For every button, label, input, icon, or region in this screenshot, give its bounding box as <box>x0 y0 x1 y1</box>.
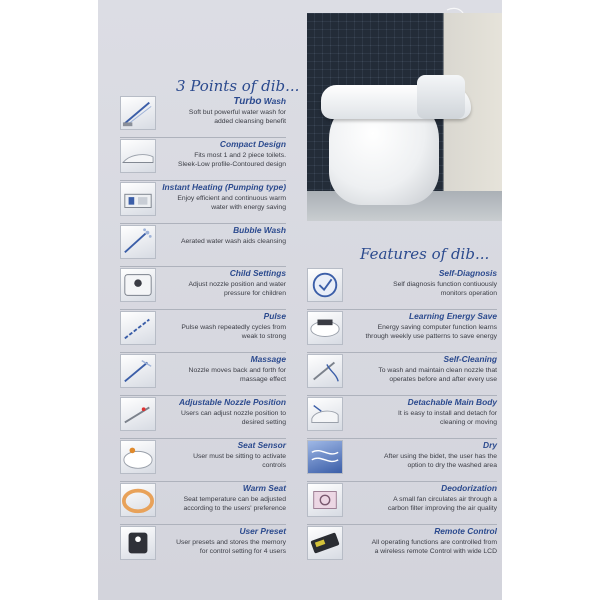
warm-seat-icon <box>120 483 156 517</box>
divider <box>120 137 286 138</box>
point-description: Nozzle moves back and forth for massage effect <box>188 367 286 383</box>
feature-title: Learning Energy Save <box>409 311 497 321</box>
feature-self-diagnosis <box>307 268 497 306</box>
feature-title: Self-Cleaning <box>443 354 497 364</box>
seat-profile-icon <box>120 139 156 173</box>
feature-remote-control <box>307 526 497 564</box>
divider <box>120 309 286 310</box>
feature-description: All operating functions are controlled from a wireless remote Control with wide LCD <box>371 539 497 555</box>
features-heading: Features of dib... <box>360 245 490 263</box>
point-title: Pulse <box>263 311 286 321</box>
divider <box>120 352 286 353</box>
child-mode-icon <box>120 268 156 302</box>
remote-control-icon <box>307 526 343 560</box>
point-child-settings <box>120 268 286 306</box>
divider <box>120 266 286 267</box>
feature-detachable-main-body <box>307 397 497 435</box>
point-bubble-wash <box>120 225 286 263</box>
seat-sensor-icon <box>120 440 156 474</box>
point-description: User presets and stores the memory for control setting for 4 users <box>176 539 286 555</box>
divider <box>307 524 497 525</box>
pulse-nozzle-icon <box>120 311 156 345</box>
point-description: User must be sitting to activate controls <box>193 453 286 469</box>
point-description: Enjoy efficient and continuous warm water with energy saving <box>177 195 286 211</box>
point-seat-sensor <box>120 440 286 478</box>
point-description: Users can adjust nozzle position to desired setting <box>180 410 286 426</box>
point-title: Warm Seat <box>242 483 286 493</box>
feature-description: Energy saving computer function learns through weekly use patterns to save energy <box>365 324 497 340</box>
energy-save-icon <box>307 311 343 345</box>
point-title: Child Settings <box>229 268 286 278</box>
bidet-side-panel <box>417 75 465 119</box>
feature-deodorization <box>307 483 497 521</box>
feature-description: A small fan circulates air through a carbon filter improving the air quality <box>387 496 497 512</box>
divider <box>307 481 497 482</box>
point-pulse <box>120 311 286 349</box>
point-title-emph: Turbo <box>233 96 262 107</box>
point-title: User Preset <box>239 526 286 536</box>
brochure-page <box>98 0 502 600</box>
feature-description: It is easy to install and detach for cleaning or moving <box>398 410 497 426</box>
bubble-nozzle-icon <box>120 225 156 259</box>
detachable-body-icon <box>307 397 343 431</box>
point-massage <box>120 354 286 392</box>
feature-self-cleaning <box>307 354 497 392</box>
feature-learning-energy-save <box>307 311 497 349</box>
feature-description: Self diagnosis function contiuously monitors operation <box>393 281 497 297</box>
divider <box>120 438 286 439</box>
user-preset-icon <box>120 526 156 560</box>
divider <box>120 481 286 482</box>
points-heading: 3 Points of dib... <box>176 77 300 95</box>
divider <box>120 524 286 525</box>
water-jet-icon <box>120 96 156 130</box>
point-description: Soft but powerful water wash for added cleansing benefit <box>188 109 286 125</box>
point-turbo-wash <box>120 96 286 134</box>
point-title: Wash <box>261 96 286 106</box>
feature-description: To wash and maintain clean nozzle that operates before and after every use <box>378 367 497 383</box>
heater-unit-icon <box>120 182 156 216</box>
feature-description: After using the bidet, the user has the option to dry the washed area <box>384 453 497 469</box>
feature-dry <box>307 440 497 478</box>
self-cleaning-icon <box>307 354 343 388</box>
point-title: Compact Design <box>219 139 286 149</box>
feature-title: Dry <box>483 440 497 450</box>
divider <box>120 395 286 396</box>
divider <box>307 352 497 353</box>
massage-nozzle-icon <box>120 354 156 388</box>
feature-title: Remote Control <box>434 526 497 536</box>
point-description: Aerated water wash aids cleansing <box>180 238 286 245</box>
nozzle-position-icon <box>120 397 156 431</box>
feature-title: Detachable Main Body <box>407 397 497 407</box>
feature-title: Deodorization <box>441 483 497 493</box>
point-description: Fits most 1 and 2 piece toilets. Sleek-Low profile-Contoured design <box>177 152 286 168</box>
dry-icon <box>307 440 343 474</box>
point-adjustable-nozzle <box>120 397 286 435</box>
point-user-preset <box>120 526 286 564</box>
toilet-bidet-photo <box>307 13 502 221</box>
point-description: Seat temperature can be adjusted according to the users' preference <box>183 496 286 512</box>
divider <box>120 180 286 181</box>
point-title: Instant Heating (Pumping type) <box>162 182 286 192</box>
point-title: Massage <box>250 354 286 364</box>
feature-title: Self-Diagnosis <box>438 268 497 278</box>
point-title: Bubble Wash <box>233 225 286 235</box>
divider <box>307 438 497 439</box>
point-description: Adjust nozzle position and water pressure for children <box>188 281 286 297</box>
point-title: Adjustable Nozzle Position <box>178 397 286 407</box>
point-compact-design <box>120 139 286 177</box>
divider <box>120 223 286 224</box>
point-warm-seat <box>120 483 286 521</box>
point-instant-heating <box>120 182 286 220</box>
point-description: Pulse wash repeatedly cycles from weak to strong <box>181 324 286 340</box>
divider <box>307 395 497 396</box>
divider <box>307 309 497 310</box>
deodorization-icon <box>307 483 343 517</box>
diagnosis-icon <box>307 268 343 302</box>
point-title: Seat Sensor <box>237 440 286 450</box>
